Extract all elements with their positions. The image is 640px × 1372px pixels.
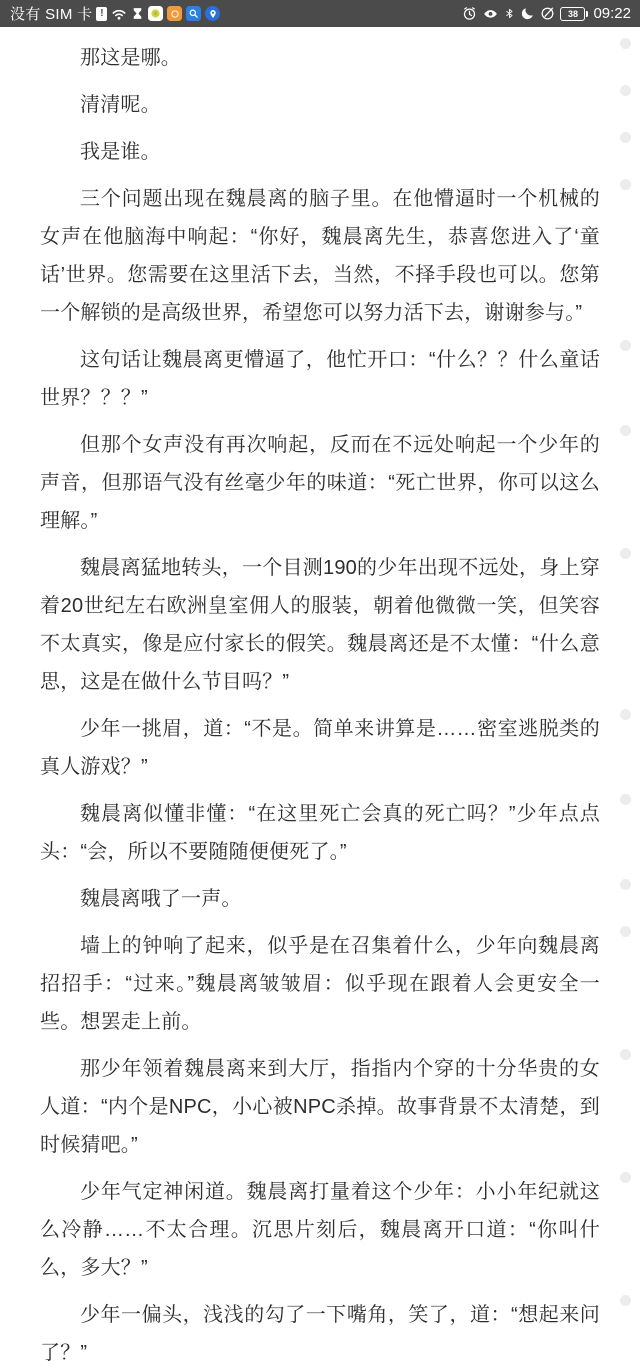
status-bar-left [10, 3, 220, 24]
battery-percent-label: 38 [567, 8, 578, 19]
paragraph-comment-dot[interactable] [620, 85, 631, 96]
battery-indicator [560, 7, 585, 21]
eye-comfort-icon [482, 6, 499, 21]
paragraph [40, 710, 600, 786]
paragraph-text: 那少年领着魏晨离来到大厅，指指内个穿的十分华贵的女人道：“内个是NPC，小心被NPC杀掉。故事背景不太清楚，到时候猜吧。” [40, 1058, 600, 1156]
paragraph-text: 但那个女声没有再次响起，反而在不远处响起一个少年的声音，但那语气没有丝毫少年的味道：“死亡世界，你可以这么理解。” [40, 434, 600, 532]
paragraph [40, 39, 600, 77]
paragraph [40, 880, 600, 918]
paragraph-comment-dot[interactable] [620, 926, 631, 937]
paragraph-comment-dot[interactable] [620, 548, 631, 559]
paragraph [40, 1173, 600, 1287]
app-badge-orange [167, 6, 182, 21]
app-badge-search-icon [186, 6, 201, 21]
paragraph [40, 1050, 600, 1164]
paragraph [40, 795, 600, 871]
paragraph-comment-dot[interactable] [620, 425, 631, 436]
status-bar-right [462, 5, 631, 22]
paragraph-comment-dot[interactable] [620, 340, 631, 351]
clock-time: 09:22 [593, 5, 631, 22]
sim-alert-icon: ! [96, 7, 107, 21]
app-badge-location-icon [205, 6, 220, 21]
paragraph [40, 927, 600, 1041]
paragraph-text: 少年一偏头，浅浅的勾了一下嘴角，笑了，道：“想起来问了？” [40, 1304, 600, 1364]
wifi-icon [111, 6, 127, 22]
alarm-clock-icon [462, 6, 477, 21]
paragraph-comment-dot[interactable] [620, 1049, 631, 1060]
paragraph-text: 这句话让魏晨离更懵逼了，他忙开口：“什么？？什么童话世界？？？” [40, 349, 600, 409]
paragraph-text: 魏晨离猛地转头，一个目测190的少年出现不远处，身上穿着20世纪左右欧洲皇室佣人的服装，朝着他微微一笑，但笑容不太真实，像是应付家长的假笑。魏晨离还是不太懂：“什么意思，这是在做什么节目吗？” [40, 557, 600, 693]
paragraph [40, 341, 600, 417]
status-bar [0, 0, 640, 27]
paragraph-text: 魏晨离哦了一声。 [80, 888, 242, 910]
paragraph-comment-dot[interactable] [620, 794, 631, 805]
paragraph-comment-dot[interactable] [620, 38, 631, 49]
paragraph-comment-dot[interactable] [620, 879, 631, 890]
paragraph [40, 426, 600, 540]
paragraph-comment-dot[interactable] [620, 709, 631, 720]
paragraph-comment-dot[interactable] [620, 132, 631, 143]
paragraph-text: 少年一挑眉，道：“不是。简单来讲算是……密室逃脱类的真人游戏？” [40, 718, 600, 778]
no-sim-label: 没有 SIM 卡 [10, 6, 93, 23]
paragraph [40, 549, 600, 701]
bluetooth-icon [504, 6, 515, 21]
paragraph-text: 清清呢。 [80, 94, 161, 116]
paragraph-text: 我是谁。 [80, 141, 161, 163]
app-badge-white-green [148, 6, 163, 21]
novel-reader-page[interactable] [0, 27, 640, 1372]
paragraph-text: 少年气定神闲道。魏晨离打量着这个少年：小小年纪就这么冷静……不太合理。沉思片刻后，魏晨离开口道：“你叫什么，多大？” [40, 1181, 600, 1279]
gauge-icon [540, 6, 555, 21]
paragraph-text: 魏晨离似懂非懂：“在这里死亡会真的死亡吗？”少年点点头：“会，所以不要随随便便死了。” [40, 803, 600, 863]
paragraph [40, 133, 600, 171]
paragraph [40, 1296, 600, 1372]
paragraph-comment-dot[interactable] [620, 1172, 631, 1183]
paragraph-text: 三个问题出现在魏晨离的脑子里。在他懵逼时一个机械的女声在他脑海中响起：“你好，魏晨离先生，恭喜您进入了‘童话’世界。您需要在这里活下去，当然，不择手段也可以。您第一个解锁的是高级世界，希望您可以努力活下去，谢谢参与。” [40, 188, 600, 324]
paragraph-comment-dot[interactable] [620, 179, 631, 190]
paragraph-text: 墙上的钟响了起来，似乎是在召集着什么，少年向魏晨离招招手：“过来。”魏晨离皱皱眉：似乎现在跟着人会更安全一些。想罢走上前。 [40, 935, 600, 1033]
paragraph [40, 86, 600, 124]
paragraph-comment-dot[interactable] [620, 1295, 631, 1306]
paragraph [40, 180, 600, 332]
paragraph-text: 那这是哪。 [80, 47, 181, 69]
moon-dnd-icon [520, 6, 535, 21]
hourglass-icon [131, 6, 144, 21]
